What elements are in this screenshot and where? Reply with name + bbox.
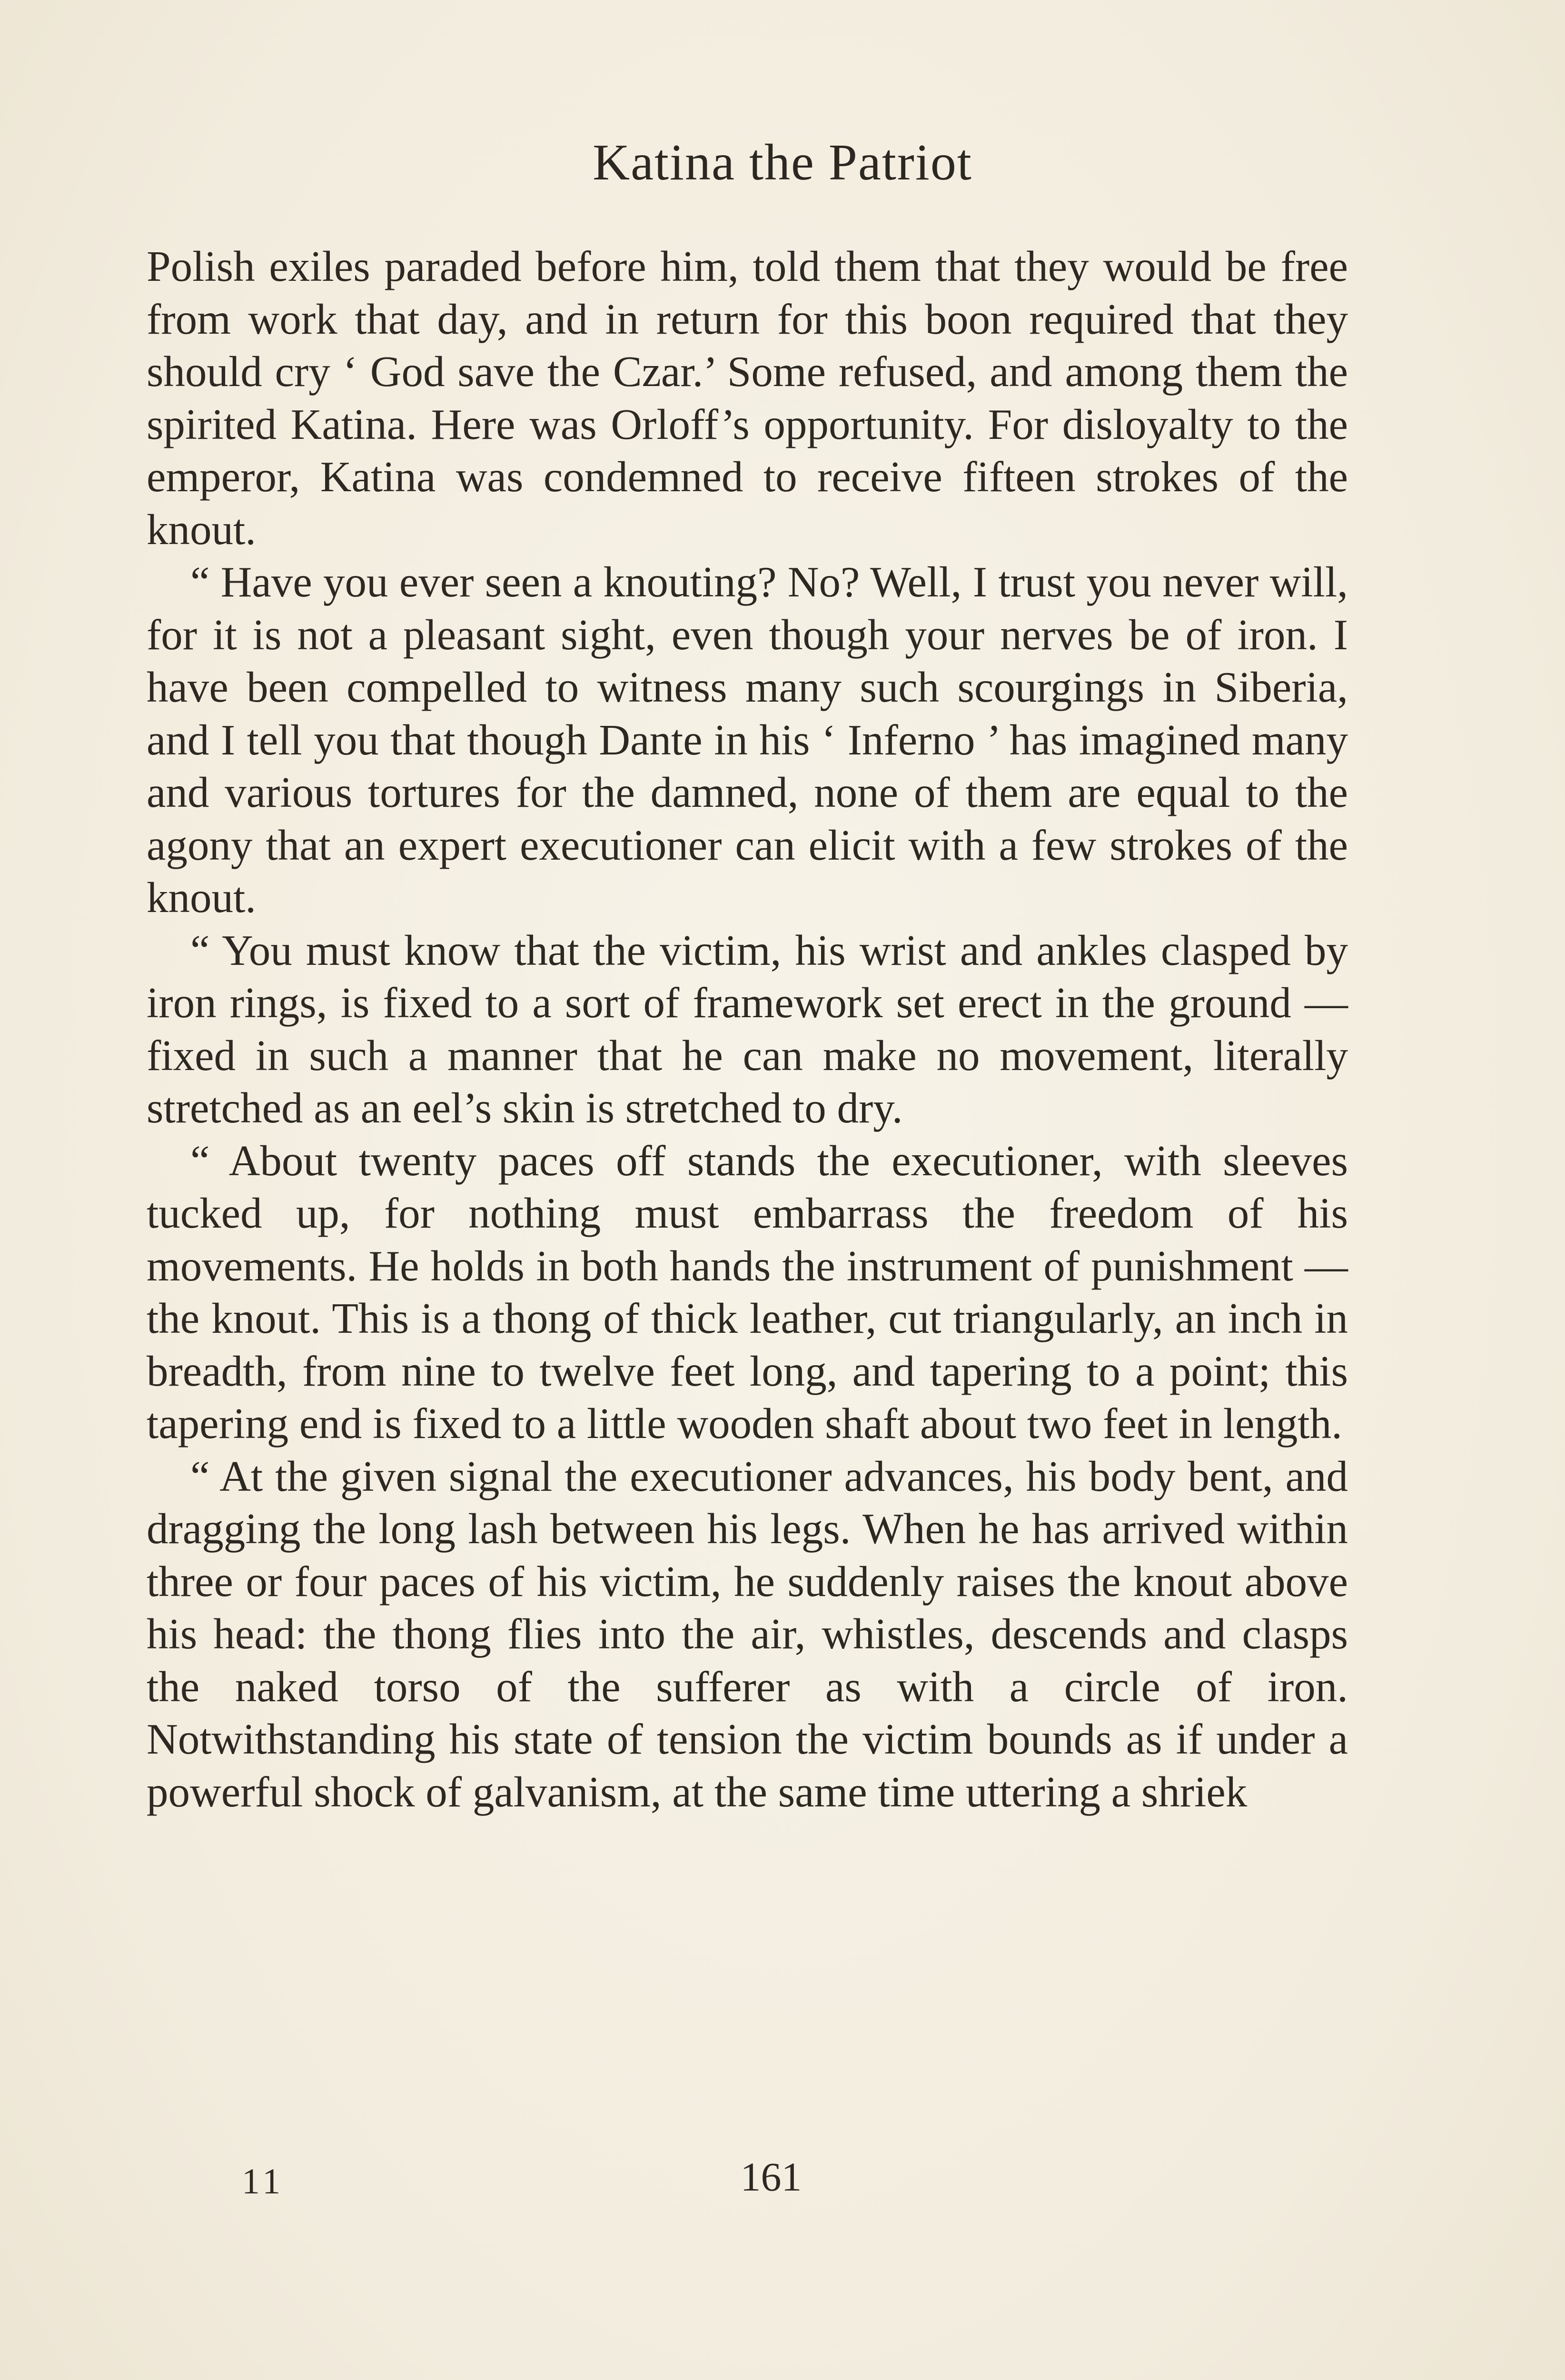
paragraph-3: “ You must know that the victim, his wrist and ankles clasped by iron rings, is fixed to a sort of framework set erect in the ground — fixed in such a manner that he can make no movement, literally stretched as an eel’s skin is stretched to dry.	[147, 926, 1348, 1132]
paragraph-1: Polish exiles paraded before him, told them that they would be free from work that day, and in return for this boon required that they should cry ‘ God save the Czar.’ Some refused, and among them the spirited Katina. Here was Orloff’s opportunity. For disloyalty to the emperor, Katina was condemned to receive fifteen strokes of the knout.	[147, 242, 1348, 554]
paragraph-5: “ At the given signal the executioner advances, his body bent, and dragging the long lash between his legs. When he has arrived within three or four paces of his victim, he suddenly raises the knout above his head: the thong flies into the air, whistles, descends and clasps the naked torso of the sufferer as with a circle of iron. Notwithstanding his state of tension the victim bounds as if under a powerful shock of galvanism, at the same time uttering a shriek	[147, 1452, 1348, 1816]
paragraph-4: “ About twenty paces off stands the executioner, with sleeves tucked up, for nothing must embarrass the freedom of his movements. He holds in both hands the instrument of punishment — the knout. This is a thong of thick leather, cut triangularly, an inch in breadth, from nine to twelve feet long, and tapering to a point; this tapering end is fixed to a little wooden shaft about two feet in length.	[147, 1136, 1348, 1448]
signature-mark: 11	[242, 2162, 285, 2202]
body-text	[147, 240, 1348, 1818]
page-number: 161	[740, 2154, 802, 2200]
page-number-container	[0, 2153, 1565, 2201]
running-title: Katina the Patriot	[593, 134, 972, 191]
paragraph-2: “ Have you ever seen a knouting? No? Well, I trust you never will, for it is not a pleasant sight, even though your nerves be of iron. I have been compelled to witness many such scourgings in Siberia, and I tell you that though Dante in his ‘ Inferno ’ has imagined many and various tortures for the damned, none of them are equal to the agony that an expert executioner can elicit with a few strokes of the knout.	[147, 558, 1348, 922]
